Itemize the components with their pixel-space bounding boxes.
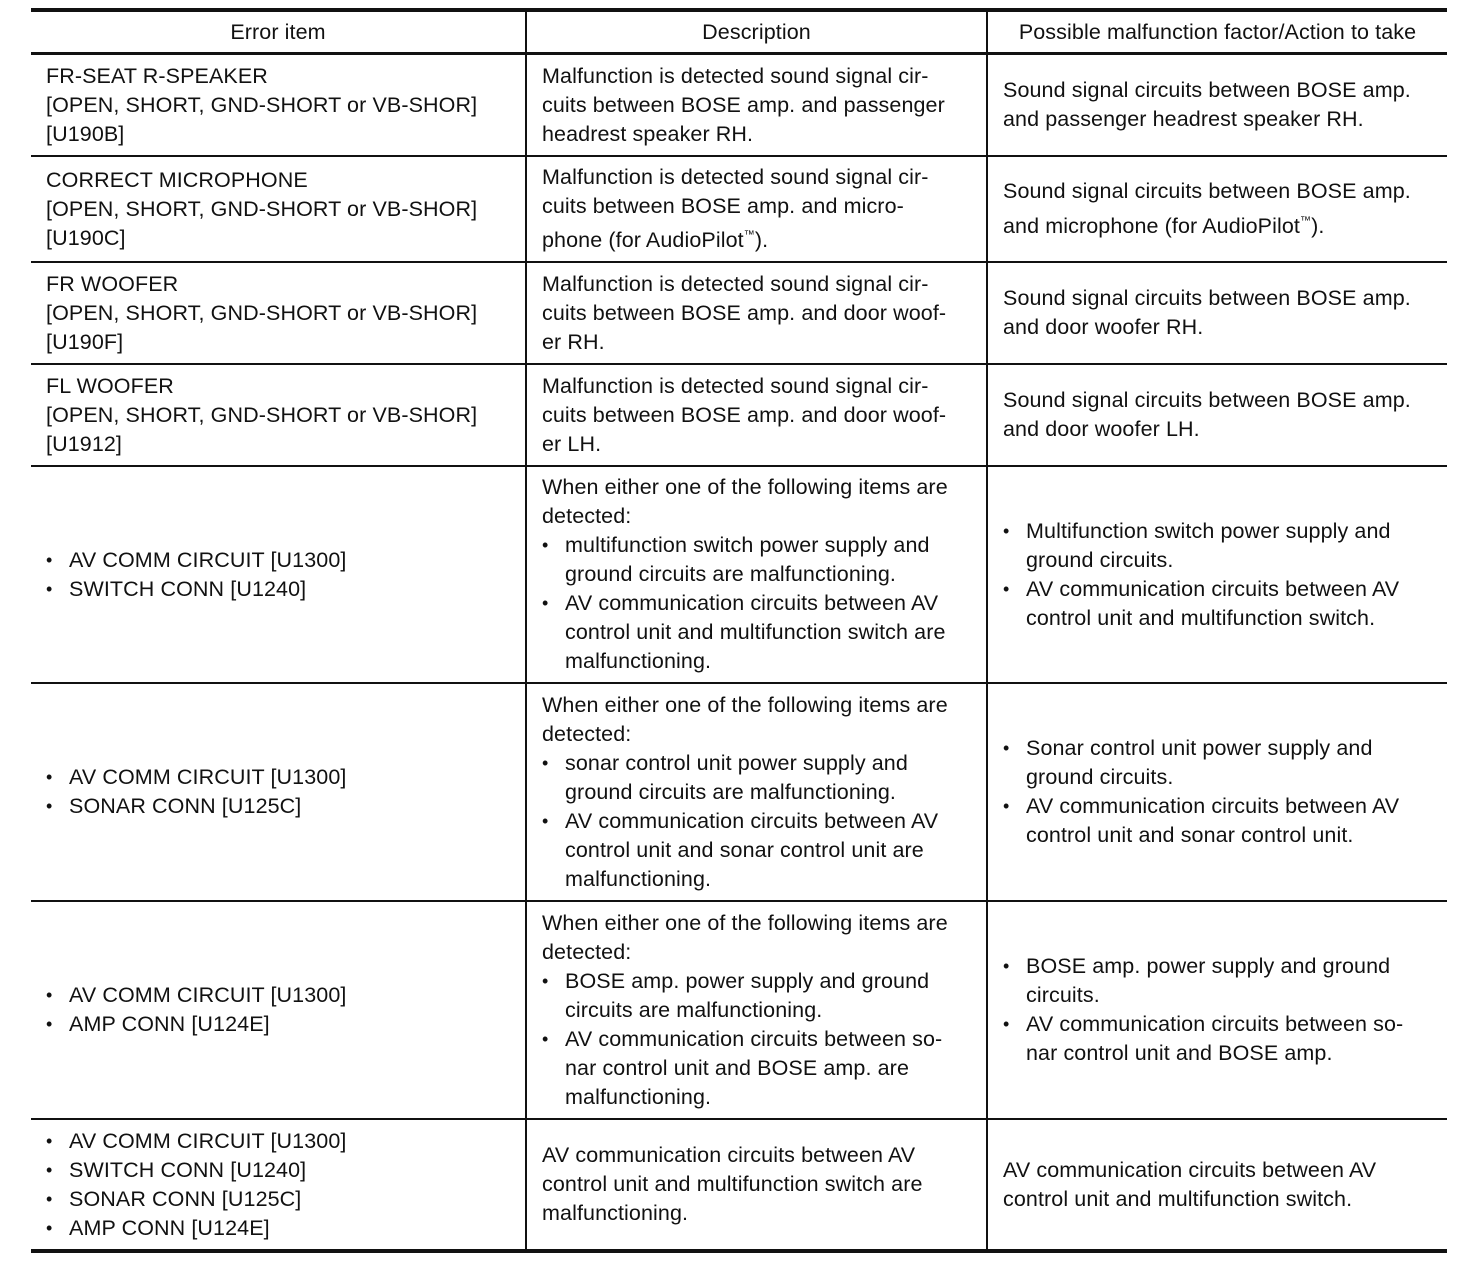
table-row [31, 466, 1447, 683]
list-item: • sonar control unit power supply and ground circuits are malfunctioning. [542, 749, 976, 807]
error-code: [U190F] [46, 329, 124, 354]
description-cell [526, 262, 987, 364]
action-list [1003, 517, 1437, 633]
list-item: • AV COMM CIRCUIT [U1300] [46, 1127, 515, 1156]
action-text: and microphone (for AudioPilot™). [1003, 214, 1325, 238]
action-list [1003, 734, 1437, 850]
table-row [31, 54, 1447, 156]
description-intro: When either one of the following items are detected: [542, 910, 948, 964]
error-code: [U190C] [46, 225, 126, 250]
error-item-cell [31, 364, 526, 466]
table-row [31, 156, 1447, 262]
table-row [31, 1119, 1447, 1251]
description-intro: When either one of the following items are detected: [542, 692, 948, 746]
description-text: cuits between BOSE amp. and passenger [542, 92, 945, 117]
list-item: • AV COMM CIRCUIT [U1300] [46, 546, 515, 575]
action-text: and door woofer LH. [1003, 417, 1200, 441]
list-item: • multifunction switch power supply and ground circuits are malfunctioning. [542, 531, 976, 589]
description-text: Malfunction is detected sound signal cir- [542, 63, 929, 88]
description-text: er RH. [542, 329, 605, 354]
error-table [31, 8, 1447, 1253]
table-row [31, 683, 1447, 901]
action-cell [987, 683, 1447, 901]
description-text: cuits between BOSE amp. and door woof- [542, 402, 947, 427]
description-text: cuits between BOSE amp. and door woof- [542, 300, 947, 325]
error-item-cell [31, 1119, 526, 1251]
description-text: Malfunction is detected sound signal cir- [542, 373, 929, 398]
list-item: • AV COMM CIRCUIT [U1300] [46, 763, 515, 792]
action-text: Sound signal circuits between BOSE amp. [1003, 388, 1411, 412]
list-item: • AV communication circuits between AV control unit and multifunction switch are malfunctioning. [542, 589, 976, 676]
header-action: Possible malfunction factor/Action to take [987, 10, 1447, 54]
error-item-cell [31, 466, 526, 683]
list-item: • BOSE amp. power supply and ground circuits. [1003, 952, 1437, 1010]
list-item: • AMP CONN [U124E] [46, 1010, 515, 1039]
error-conditions: [OPEN, SHORT, GND-SHORT or VB-SHOR] [46, 196, 478, 221]
description-list [542, 749, 976, 894]
action-text: Sound signal circuits between BOSE amp. [1003, 286, 1411, 310]
error-name: FR-SEAT R-SPEAKER [46, 63, 268, 88]
error-item-list [46, 1127, 515, 1243]
list-item: • AV communication circuits between so- nar control unit and BOSE amp. are malfunctioning. [542, 1025, 976, 1112]
description-text: Malfunction is detected sound signal cir- [542, 271, 929, 296]
action-cell [987, 364, 1447, 466]
list-item: • AV COMM CIRCUIT [U1300] [46, 981, 515, 1010]
error-code: [U1912] [46, 431, 123, 456]
error-item-cell [31, 156, 526, 262]
table-row [31, 364, 1447, 466]
description-cell [526, 54, 987, 156]
header-row [31, 10, 1447, 54]
trademark-mark: ™ [743, 229, 755, 241]
error-item-cell [31, 54, 526, 156]
action-cell [987, 54, 1447, 156]
error-conditions: [OPEN, SHORT, GND-SHORT or VB-SHOR] [46, 300, 478, 325]
description-cell [526, 1119, 987, 1251]
trademark-mark: ™ [1300, 215, 1312, 227]
action-text: and door woofer RH. [1003, 315, 1204, 339]
error-item-cell [31, 901, 526, 1119]
description-text: Malfunction is detected sound signal cir- [542, 165, 929, 189]
action-cell [987, 156, 1447, 262]
action-text: Sound signal circuits between BOSE amp. [1003, 179, 1411, 203]
description-intro: When either one of the following items are detected: [542, 475, 948, 528]
description-text: phone (for AudioPilot™). [542, 228, 769, 252]
description-cell [526, 466, 987, 683]
description-cell [526, 683, 987, 901]
error-name: FR WOOFER [46, 271, 179, 296]
error-item-list [46, 981, 515, 1039]
header-error-item: Error item [31, 10, 526, 54]
list-item: • SONAR CONN [U125C] [46, 792, 515, 821]
list-item: • AMP CONN [U124E] [46, 1214, 515, 1243]
list-item: • SWITCH CONN [U1240] [46, 1156, 515, 1185]
error-name: FL WOOFER [46, 373, 174, 398]
action-cell [987, 901, 1447, 1119]
action-text: AV communication circuits between AV control unit and multifunction switch. [1003, 1157, 1377, 1211]
list-item: • BOSE amp. power supply and ground circuits are malfunctioning. [542, 967, 976, 1025]
action-list [1003, 952, 1437, 1068]
description-text: headrest speaker RH. [542, 121, 754, 146]
list-item: • Multifunction switch power supply and ground circuits. [1003, 517, 1437, 575]
action-text: and passenger headrest speaker RH. [1003, 107, 1364, 132]
description-text: AV communication circuits between AV control unit and multifunction switch are malfunctioning. [542, 1143, 923, 1225]
error-item-cell [31, 262, 526, 364]
action-cell [987, 262, 1447, 364]
error-conditions: [OPEN, SHORT, GND-SHORT or VB-SHOR] [46, 402, 478, 427]
error-item-cell [31, 683, 526, 901]
error-item-list [46, 763, 515, 821]
action-text: Sound signal circuits between BOSE amp. [1003, 78, 1411, 103]
list-item: • AV communication circuits between AV control unit and sonar control unit are malfunctioning. [542, 807, 976, 894]
action-cell [987, 1119, 1447, 1251]
error-code: [U190B] [46, 121, 125, 146]
description-text: cuits between BOSE amp. and micro- [542, 194, 904, 218]
list-item: • Sonar control unit power supply and ground circuits. [1003, 734, 1437, 792]
error-conditions: [OPEN, SHORT, GND-SHORT or VB-SHOR] [46, 92, 478, 117]
table-row [31, 262, 1447, 364]
description-list [542, 967, 976, 1112]
error-name: CORRECT MICROPHONE [46, 167, 308, 192]
description-list [542, 531, 976, 676]
description-text: er LH. [542, 431, 602, 456]
description-cell [526, 364, 987, 466]
list-item: • SONAR CONN [U125C] [46, 1185, 515, 1214]
description-cell [526, 156, 987, 262]
list-item: • AV communication circuits between AV control unit and multifunction switch. [1003, 575, 1437, 633]
table-row [31, 901, 1447, 1119]
description-cell [526, 901, 987, 1119]
header-description: Description [526, 10, 987, 54]
action-cell [987, 466, 1447, 683]
list-item: • AV communication circuits between so- nar control unit and BOSE amp. [1003, 1010, 1437, 1068]
list-item: • SWITCH CONN [U1240] [46, 575, 515, 604]
error-item-list [46, 546, 515, 604]
list-item: • AV communication circuits between AV control unit and sonar control unit. [1003, 792, 1437, 850]
